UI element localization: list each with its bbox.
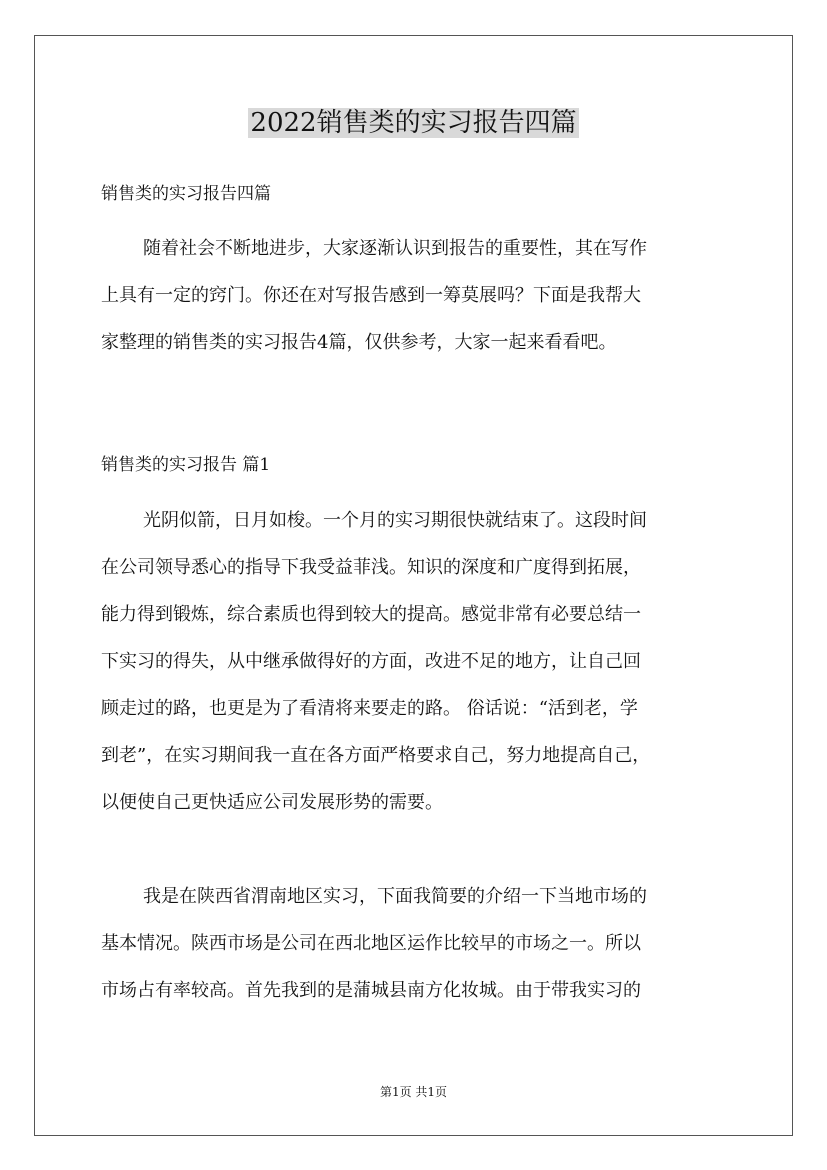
document-subtitle: 销售类的实习报告四篇 (101, 184, 271, 204)
document-title-text: 2022销售类的实习报告四篇 (250, 108, 577, 138)
paragraph-line: 能力得到锻炼，综合素质也得到较大的提高。感觉非常有必要总结一 (101, 604, 641, 625)
paragraph-line: 市场占有率较高。首先我到的是蒲城县南方化妆城。由于带我实习的 (101, 980, 641, 1001)
paragraph-line: 在公司领导悉心的指导下我受益菲浅。知识的深度和广度得到拓展， (101, 557, 641, 578)
intro-paragraph (101, 225, 741, 366)
paragraph-line: 家整理的销售类的实习报告4篇，仅供参考，大家一起来看看吧。 (101, 332, 617, 353)
page-footer: 第1页 共1页 (379, 1085, 448, 1099)
section-heading: 销售类的实习报告 篇1 (101, 455, 271, 475)
paragraph-line: 以便使自己更快适应公司发展形势的需要。 (101, 792, 443, 813)
paragraph-line: 我是在陕西省渭南地区实习，下面我简要的介绍一下当地市场的 (143, 886, 647, 907)
document-title (0, 103, 827, 143)
section1-paragraph-2 (101, 873, 741, 1014)
paragraph-line: 上具有一定的窍门。你还在对写报告感到一筹莫展吗？下面是我帮大 (101, 285, 641, 306)
paragraph-line: 顾走过的路，也更是为了看清将来要走的路。 俗话说：“活到老，学 (101, 698, 638, 719)
section1-paragraph-1 (101, 497, 741, 826)
paragraph-line: 随着社会不断地进步，大家逐渐认识到报告的重要性，其在写作 (143, 238, 647, 259)
paragraph-line: 光阴似箭，日月如梭。一个月的实习期很快就结束了。这段时间 (143, 510, 647, 531)
paragraph-line: 基本情况。陕西市场是公司在西北地区运作比较早的市场之一。所以 (101, 933, 641, 954)
paragraph-line: 到老”，在实习期间我一直在各方面严格要求自己，努力地提高自己， (101, 745, 651, 766)
paragraph-line: 下实习的得失，从中继承做得好的方面，改进不足的地方，让自己回 (101, 651, 641, 672)
